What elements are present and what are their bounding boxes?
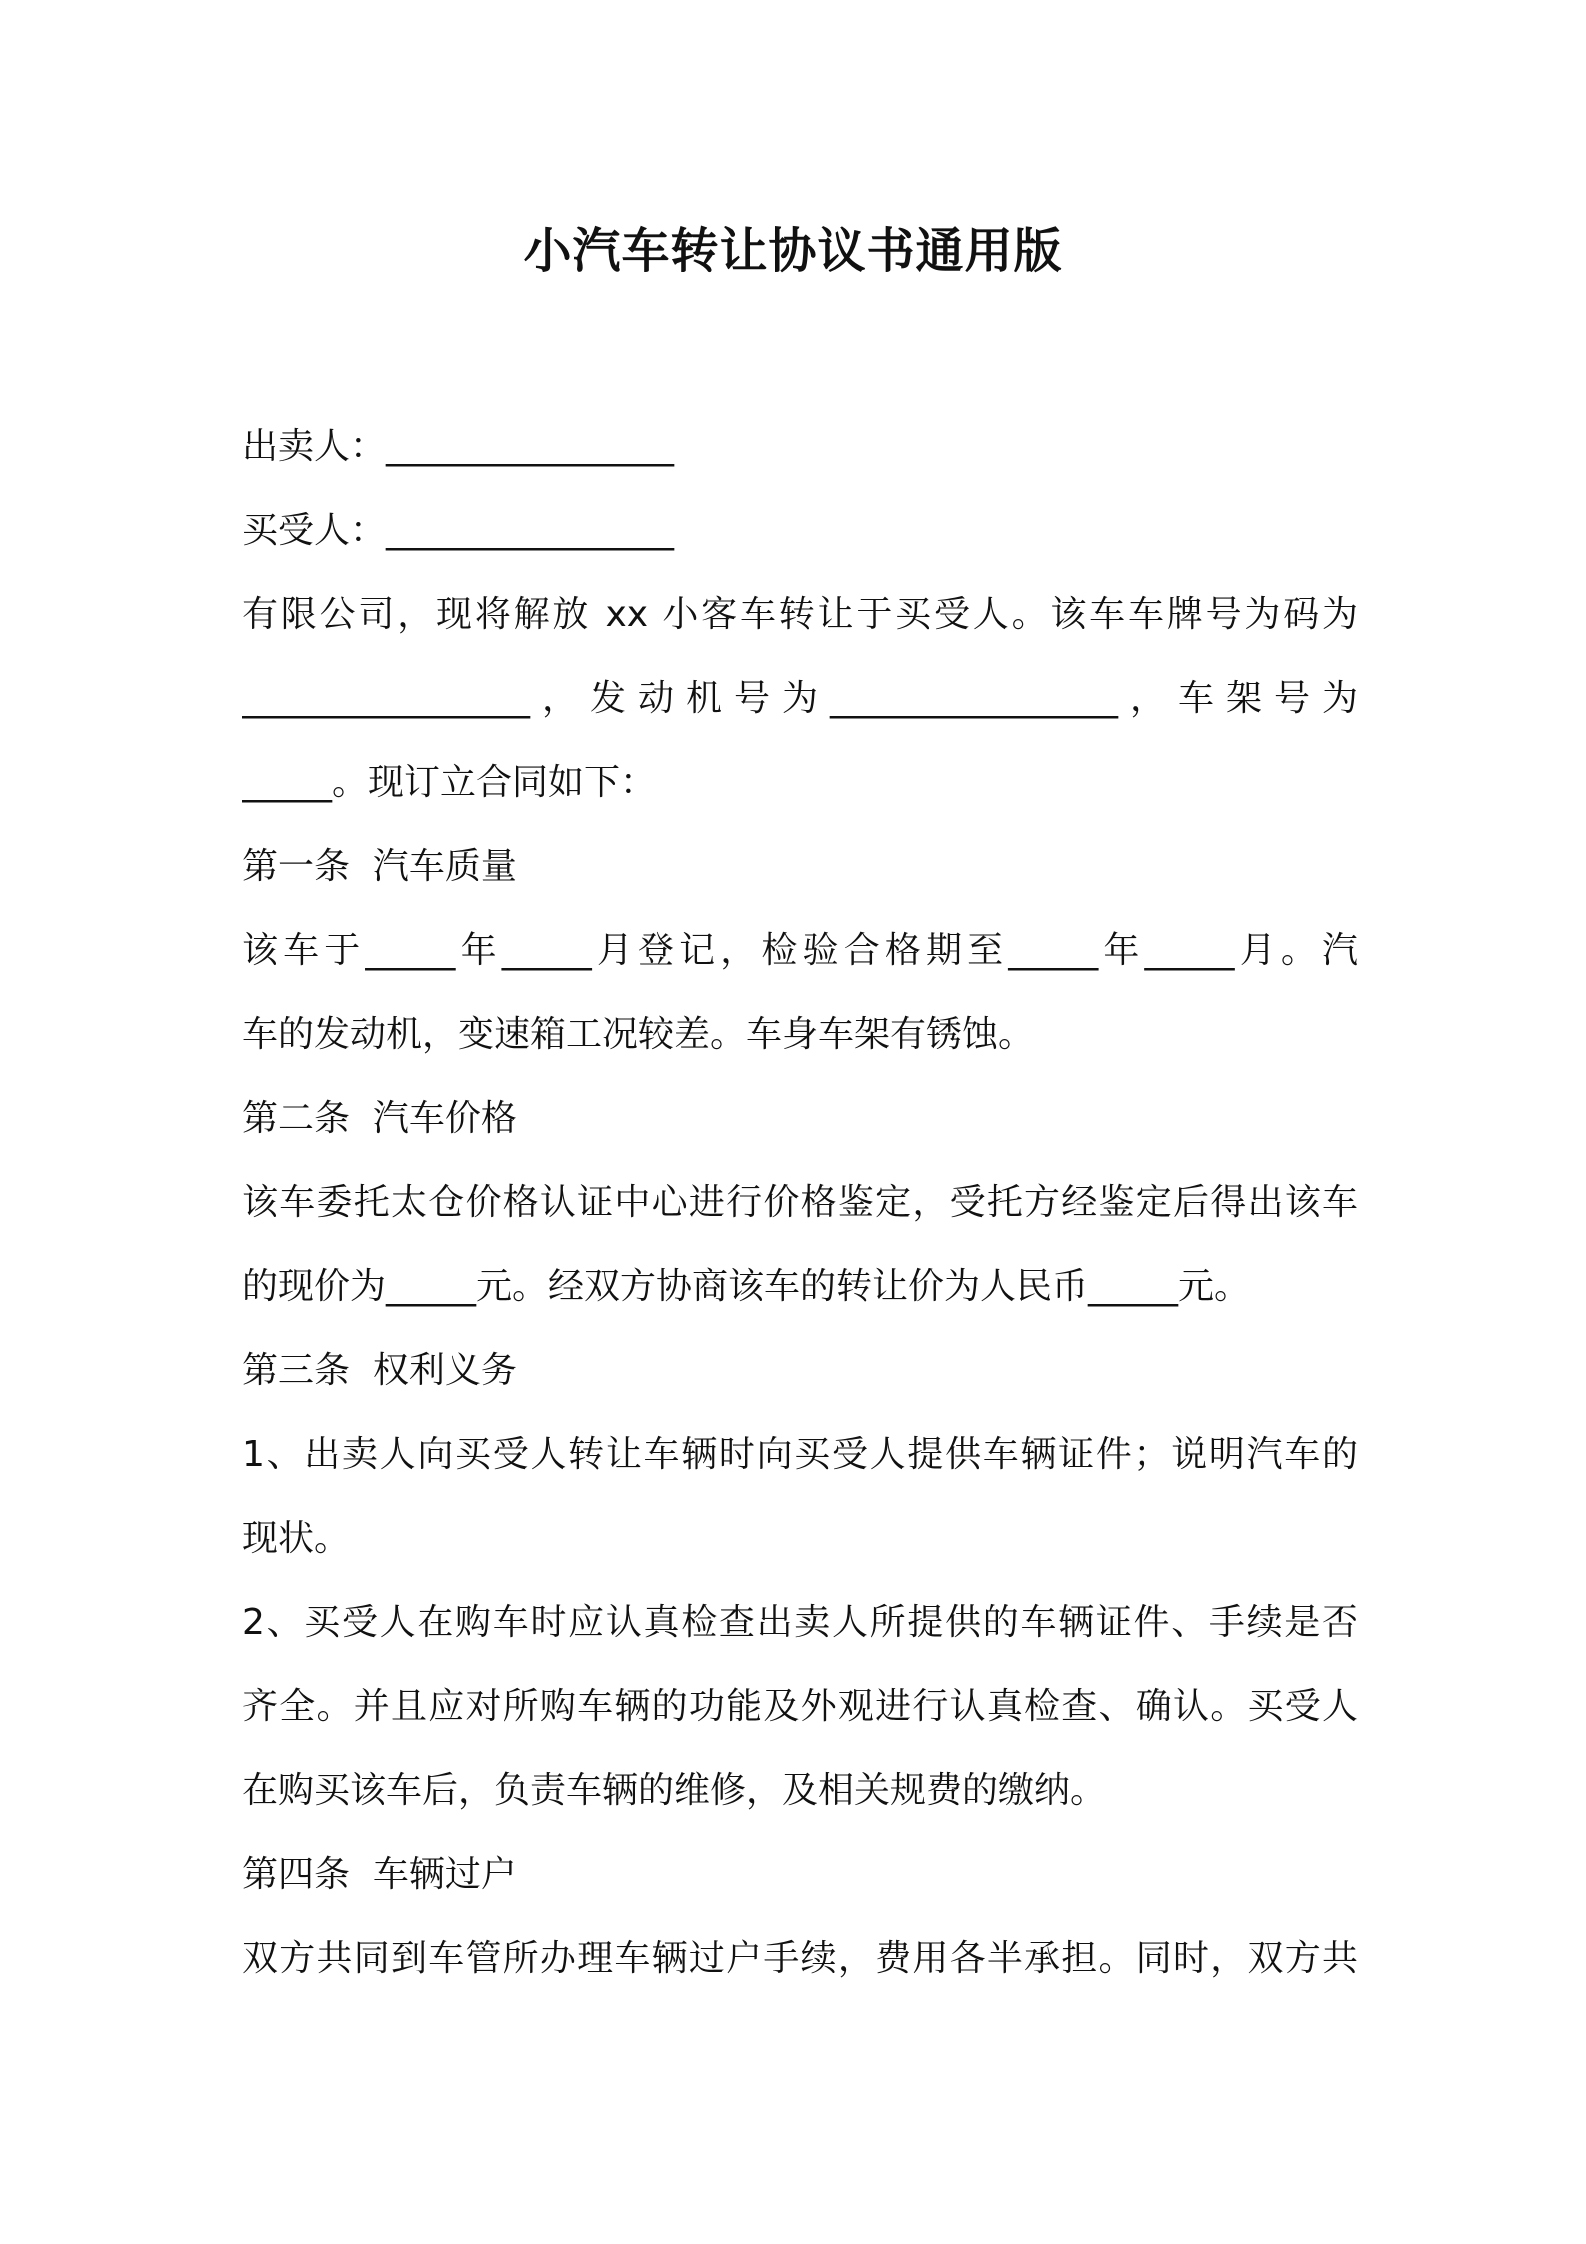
seller-line: 出卖人：________________ xyxy=(242,426,675,467)
article-4-heading: 第四条 车辆过户 xyxy=(242,1854,517,1895)
article-3-item-2-line-3: 在购买该车后，负责车辆的维修，及相关规费的缴纳。 xyxy=(242,1770,1107,1811)
intro-line-1: 有​限​公​司​，​现​将​解​放​ ​x​x​ ​小​客​车​转​让​于​买​受​人​。​该​车​车​牌​号​为​码​为 xyxy=(242,594,1358,635)
document-title: 小汽车转让协议书通用版 xyxy=(523,223,1063,279)
document-body xyxy=(242,405,1358,2001)
article-1-heading: 第一条 汽车质量 xyxy=(242,846,517,887)
article-1-line-1: 该​车​于​_​_​_​_​_​年​_​_​_​_​_​月​登​记​，​检​验​合​格​期​至​_​_​_​_​_​年​_​_​_​_​_​月​。​汽 xyxy=(242,930,1358,971)
article-4-line-1: 双​方​共​同​到​车​管​所​办​理​车​辆​过​户​手​续​，​费​用​各​半​承​担​。​同​时​，​双​方​共 xyxy=(242,1938,1358,1979)
intro-line-3: _____。现订立合同如下： xyxy=(242,762,657,803)
article-3-item-1-line-2: 现状。 xyxy=(242,1518,351,1559)
article-3-heading: 第三条 权利义务 xyxy=(242,1350,517,1391)
article-1-line-2: 车的发动机，变速箱工况较差。车身车架有锈蚀。 xyxy=(242,1014,1035,1055)
article-3-item-2-line-1: 2​、​买​受​人​在​购​车​时​应​认​真​检​查​出​卖​人​所​提​供​的​车​辆​证​件​、​手​续​是​否 xyxy=(242,1602,1358,1643)
article-2-line-2: 的现价为_____元。经双方协商该车的转让价为人民币_____元。 xyxy=(242,1266,1251,1307)
intro-line-2: _​_​_​_​_​_​_​_​_​_​_​_​_​_​_​_​，​发​动​机​号​为​_​_​_​_​_​_​_​_​_​_​_​_​_​_​_​_​，​车​架​号​为 xyxy=(242,678,1358,719)
article-3-item-1-line-1: 1​、​出​卖​人​向​买​受​人​转​让​车​辆​时​向​买​受​人​提​供​车​辆​证​件​；​说​明​汽​车​的 xyxy=(242,1434,1358,1475)
buyer-line: 买受人：________________ xyxy=(242,510,675,551)
article-3-item-2-line-2: 齐​全​。​并​且​应​对​所​购​车​辆​的​功​能​及​外​观​进​行​认​真​检​查​、​确​认​。​买​受​人 xyxy=(242,1686,1358,1727)
article-2-line-1: 该​车​委​托​太​仓​价​格​认​证​中​心​进​行​价​格​鉴​定​，​受​托​方​经​鉴​定​后​得​出​该​车 xyxy=(242,1182,1358,1223)
article-2-heading: 第二条 汽车价格 xyxy=(242,1098,517,1139)
